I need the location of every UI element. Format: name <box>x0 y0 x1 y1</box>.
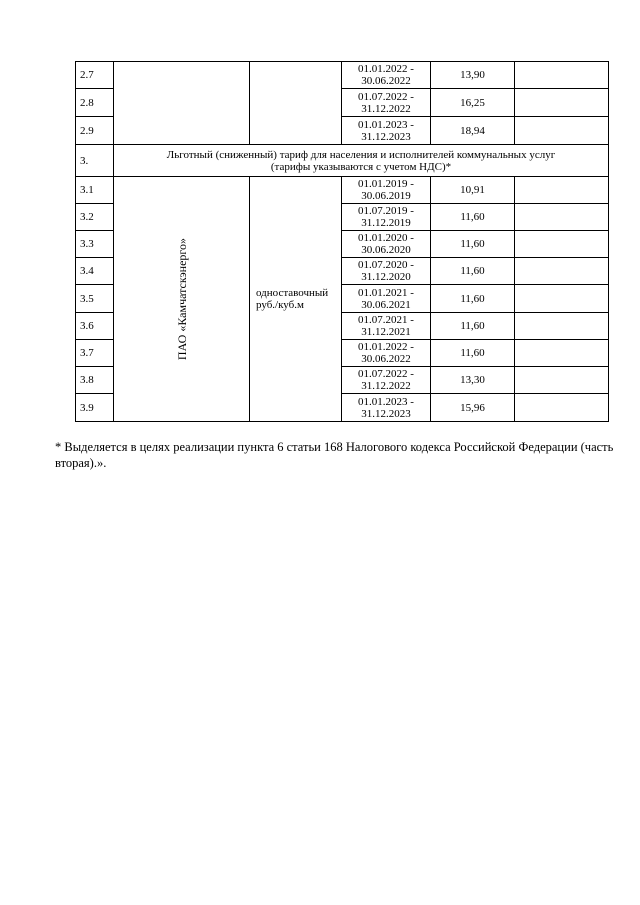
row-number: 3.1 <box>76 177 114 204</box>
period-start: 01.07.2022 - <box>358 368 414 380</box>
tariff-value: 11,60 <box>431 285 515 313</box>
period-cell <box>342 89 431 117</box>
empty-cell <box>515 258 609 285</box>
row-number: 3.7 <box>76 340 114 367</box>
period-start: 01.07.2020 - <box>358 259 414 271</box>
row-number: 3.9 <box>76 394 114 422</box>
period-cell <box>342 117 431 145</box>
period-end: 31.12.2022 <box>361 380 411 392</box>
organization-cell <box>114 177 250 422</box>
period-end: 31.12.2021 <box>361 326 411 338</box>
table-row <box>76 177 609 204</box>
period-cell <box>342 204 431 231</box>
period-end: 30.06.2020 <box>361 244 411 256</box>
section-header-row <box>76 145 609 177</box>
period-cell <box>342 231 431 258</box>
row-number: 3.4 <box>76 258 114 285</box>
organization-name: ПАО «Камчатскэнерго» <box>174 237 189 361</box>
period-start: 01.07.2019 - <box>358 205 414 217</box>
table-row <box>76 62 609 89</box>
row-number: 3.5 <box>76 285 114 313</box>
period-start: 01.01.2022 - <box>358 341 414 353</box>
period-end: 30.06.2019 <box>361 190 411 202</box>
section-title-line2: (тарифы указываются с учетом НДС)* <box>270 160 452 173</box>
empty-cell <box>515 394 609 422</box>
tariff-value: 11,60 <box>431 313 515 340</box>
period-start: 01.07.2022 - <box>358 90 414 103</box>
period-end: 31.12.2023 <box>361 130 411 143</box>
period-cell <box>342 367 431 394</box>
empty-cell <box>515 177 609 204</box>
period-start: 01.01.2023 - <box>358 118 414 131</box>
period-cell <box>342 340 431 367</box>
period-end: 31.12.2019 <box>361 217 411 229</box>
empty-cell <box>515 340 609 367</box>
period-cell <box>342 394 431 422</box>
row-number: 2.7 <box>76 62 114 89</box>
tariff-value: 18,94 <box>431 117 515 145</box>
section-title-line1: Льготный (сниженный) тариф для населения и исполнителей коммунальных услуг <box>166 148 556 161</box>
period-start: 01.01.2021 - <box>358 286 414 299</box>
tariff-value: 11,60 <box>431 340 515 367</box>
section-number: 3. <box>76 145 114 177</box>
period-end: 30.06.2021 <box>361 298 411 311</box>
tariff-value: 11,60 <box>431 258 515 285</box>
period-cell <box>342 62 431 89</box>
empty-cell <box>515 89 609 117</box>
unit-cell-empty <box>250 62 342 145</box>
unit-cell <box>250 177 342 422</box>
period-end: 31.12.2022 <box>361 102 411 115</box>
section-title <box>114 145 609 177</box>
footnote: * Выделяется в целях реализации пункта 6 статьи 168 Налогового кодекса Российской Федерации (часть вторая).». <box>55 440 614 470</box>
period-end: 31.12.2023 <box>361 407 411 420</box>
empty-cell <box>515 231 609 258</box>
row-number: 3.2 <box>76 204 114 231</box>
period-cell <box>342 313 431 340</box>
row-number: 3.8 <box>76 367 114 394</box>
period-start: 01.01.2023 - <box>358 395 414 408</box>
tariff-type: одноставочный <box>256 287 329 299</box>
empty-cell <box>515 62 609 89</box>
tariff-unit: руб./куб.м <box>256 299 304 311</box>
period-cell <box>342 258 431 285</box>
period-start: 01.07.2021 - <box>358 314 414 326</box>
period-end: 30.06.2022 <box>361 75 411 87</box>
empty-cell <box>515 285 609 313</box>
period-start: 01.01.2022 - <box>358 63 414 75</box>
period-cell <box>342 177 431 204</box>
row-number: 3.6 <box>76 313 114 340</box>
tariff-table <box>75 61 609 422</box>
tariff-value: 16,25 <box>431 89 515 117</box>
period-start: 01.01.2020 - <box>358 232 414 244</box>
tariff-value: 13,90 <box>431 62 515 89</box>
tariff-value: 15,96 <box>431 394 515 422</box>
organization-cell-empty <box>114 62 250 145</box>
row-number: 2.9 <box>76 117 114 145</box>
tariff-value: 11,60 <box>431 231 515 258</box>
tariff-value: 13,30 <box>431 367 515 394</box>
tariff-value: 10,91 <box>431 177 515 204</box>
empty-cell <box>515 367 609 394</box>
period-end: 31.12.2020 <box>361 271 411 283</box>
empty-cell <box>515 313 609 340</box>
period-start: 01.01.2019 - <box>358 178 414 190</box>
empty-cell <box>515 204 609 231</box>
tariff-value: 11,60 <box>431 204 515 231</box>
period-cell <box>342 285 431 313</box>
period-end: 30.06.2022 <box>361 353 411 365</box>
empty-cell <box>515 117 609 145</box>
row-number: 3.3 <box>76 231 114 258</box>
row-number: 2.8 <box>76 89 114 117</box>
